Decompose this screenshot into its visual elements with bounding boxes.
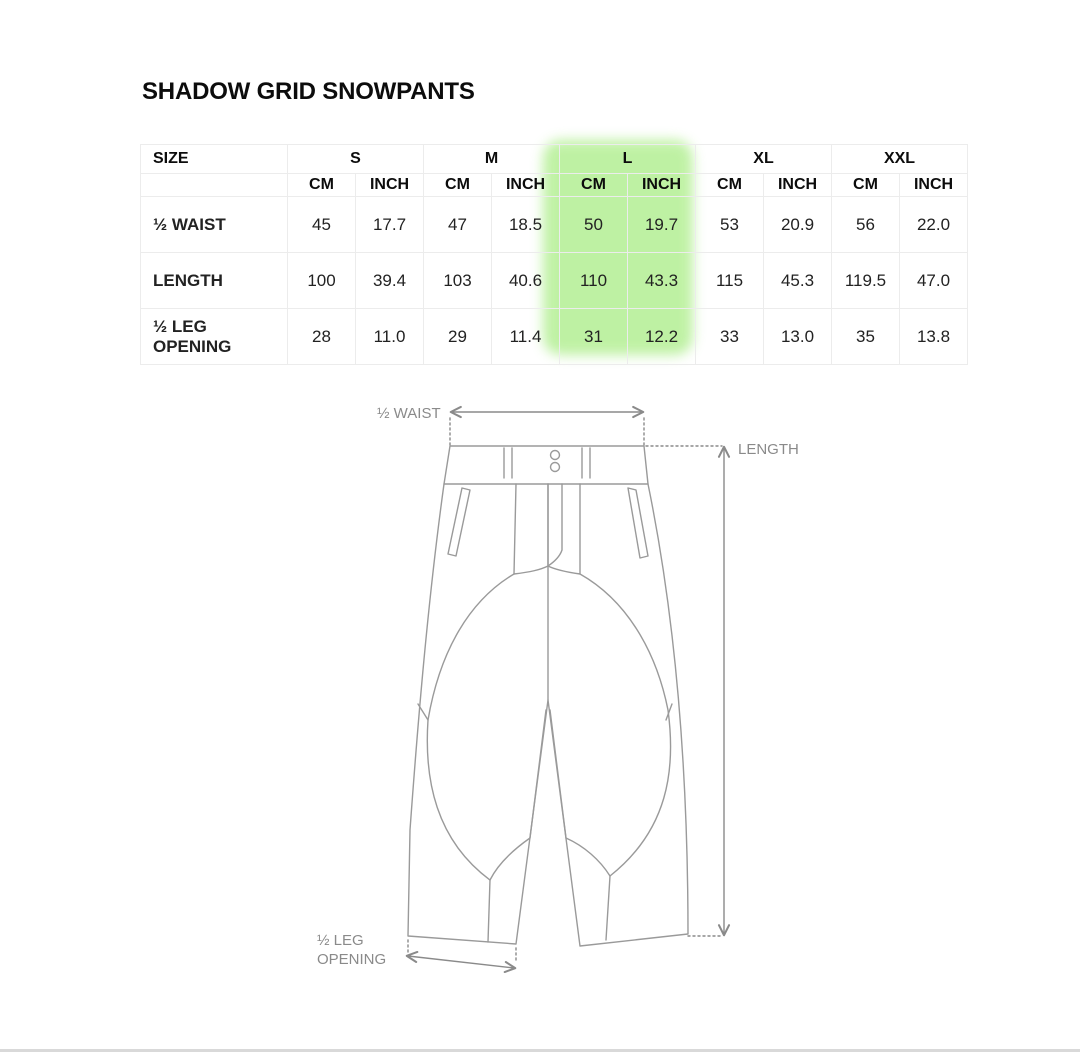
unit-inch: INCH xyxy=(628,174,696,197)
table-cell: 22.0 xyxy=(900,197,968,253)
table-cell: 20.9 xyxy=(764,197,832,253)
table-cell: 39.4 xyxy=(356,253,424,309)
table-cell: 110 xyxy=(560,253,628,309)
pants-knee-panels xyxy=(418,574,672,942)
waist-diagram-label: ½ WAIST xyxy=(377,405,441,422)
table-cell: 45.3 xyxy=(764,253,832,309)
table-cell: 28 xyxy=(288,309,356,365)
table-cell: 56 xyxy=(832,197,900,253)
leg-opening-measure-arrow xyxy=(408,940,516,968)
size-l-header: L xyxy=(560,145,696,174)
table-cell: 43.3 xyxy=(628,253,696,309)
table-cell: 53 xyxy=(696,197,764,253)
table-cell: 13.0 xyxy=(764,309,832,365)
table-cell: 33 xyxy=(696,309,764,365)
size-xl-header: XL xyxy=(696,145,832,174)
row-label-leg-line2: OPENING xyxy=(153,336,232,356)
table-cell: 119.5 xyxy=(832,253,900,309)
table-cell: 100 xyxy=(288,253,356,309)
table-cell: 11.4 xyxy=(492,309,560,365)
table-cell: 45 xyxy=(288,197,356,253)
row-label-waist: ½ WAIST xyxy=(141,197,288,253)
leg-opening-diagram-label-line1: ½ LEG xyxy=(317,932,364,949)
table-cell: 40.6 xyxy=(492,253,560,309)
table-cell: 17.7 xyxy=(356,197,424,253)
row-label-length: LENGTH xyxy=(141,253,288,309)
unit-cm: CM xyxy=(696,174,764,197)
unit-inch: INCH xyxy=(900,174,968,197)
pants-waistband xyxy=(444,446,648,484)
table-cell: 13.8 xyxy=(900,309,968,365)
table-cell: 35 xyxy=(832,309,900,365)
length-measure-arrow xyxy=(646,446,724,936)
table-cell: 50 xyxy=(560,197,628,253)
length-diagram-label: LENGTH xyxy=(738,441,799,458)
unit-cm: CM xyxy=(832,174,900,197)
table-cell: 115 xyxy=(696,253,764,309)
row-label-leg-line1: ½ LEG xyxy=(153,316,207,336)
unit-inch: INCH xyxy=(492,174,560,197)
pants-front-details xyxy=(448,484,648,700)
unit-cm: CM xyxy=(424,174,492,197)
size-m-header: M xyxy=(424,145,560,174)
unit-cm: CM xyxy=(288,174,356,197)
unit-inch: INCH xyxy=(764,174,832,197)
table-cell: 19.7 xyxy=(628,197,696,253)
table-cell: 18.5 xyxy=(492,197,560,253)
size-label: SIZE xyxy=(141,145,288,174)
unit-cm: CM xyxy=(560,174,628,197)
waist-measure-arrow xyxy=(450,412,644,446)
table-cell: 47 xyxy=(424,197,492,253)
product-title: SHADOW GRID SNOWPANTS xyxy=(142,78,475,105)
table-cell: 47.0 xyxy=(900,253,968,309)
table-cell: 29 xyxy=(424,309,492,365)
leg-opening-diagram-label-line2: OPENING xyxy=(317,951,387,968)
table-cell: 31 xyxy=(560,309,628,365)
unit-inch: INCH xyxy=(356,174,424,197)
table-cell: 12.2 xyxy=(628,309,696,365)
table-cell: 11.0 xyxy=(356,309,424,365)
size-s-header: S xyxy=(288,145,424,174)
table-cell: 103 xyxy=(424,253,492,309)
size-xxl-header: XXL xyxy=(832,145,968,174)
